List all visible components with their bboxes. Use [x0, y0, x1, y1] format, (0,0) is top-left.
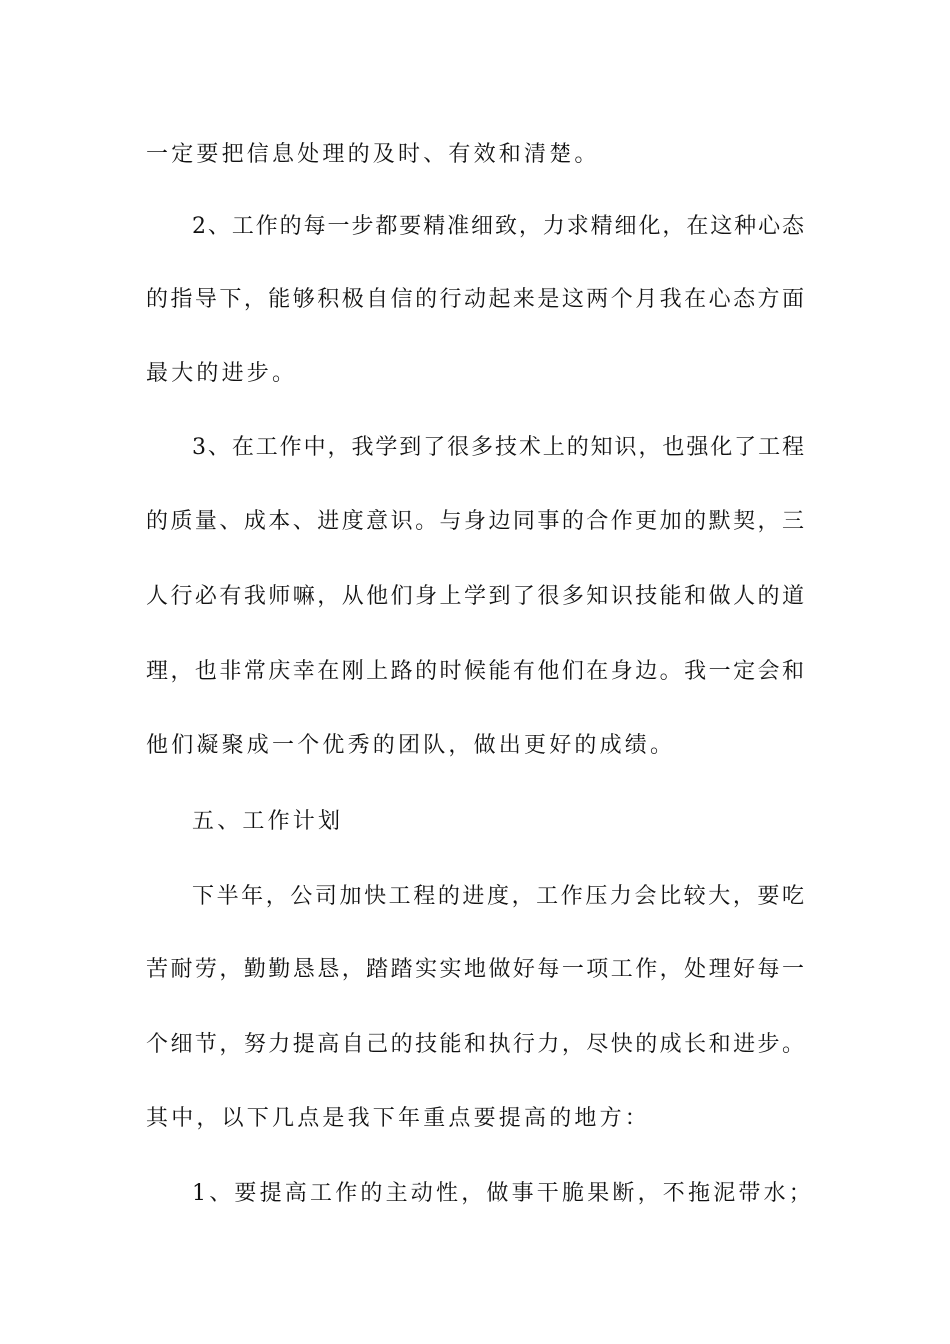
- text-line: 人行必有我师嘛，从他们身上学到了很多知识技能和做人的道: [146, 584, 804, 609]
- text-line: 个细节，努力提高自己的技能和执行力，尽快的成长和进步。: [146, 1032, 804, 1057]
- text-line: 其中，以下几点是我下年重点要提高的地方：: [146, 1106, 651, 1131]
- text-line: 1、要提高工作的主动性，做事干脆果断，不拖泥带水；: [192, 1181, 814, 1206]
- text-line: 一定要把信息处理的及时、有效和清楚。: [146, 142, 600, 167]
- text-line: 3、在工作中，我学到了很多技术上的知识，也强化了工程: [192, 435, 804, 460]
- section-heading: 五、工作计划: [192, 809, 344, 834]
- text-line: 的指导下，能够积极自信的行动起来是这两个月我在心态方面: [146, 287, 804, 312]
- text-line: 他们凝聚成一个优秀的团队，做出更好的成绩。: [146, 733, 676, 758]
- text-line: 最大的进步。: [146, 361, 298, 386]
- text-line: 下半年，公司加快工程的进度，工作压力会比较大，要吃: [192, 884, 804, 909]
- text-line: 苦耐劳，勤勤恳恳，踏踏实实地做好每一项工作，处理好每一: [146, 957, 804, 982]
- text-line: 理，也非常庆幸在刚上路的时候能有他们在身边。我一定会和: [146, 659, 804, 684]
- text-line: 的质量、成本、进度意识。与身边同事的合作更加的默契，三: [146, 509, 804, 534]
- text-line: 2、工作的每一步都要精准细致，力求精细化，在这种心态: [192, 214, 804, 239]
